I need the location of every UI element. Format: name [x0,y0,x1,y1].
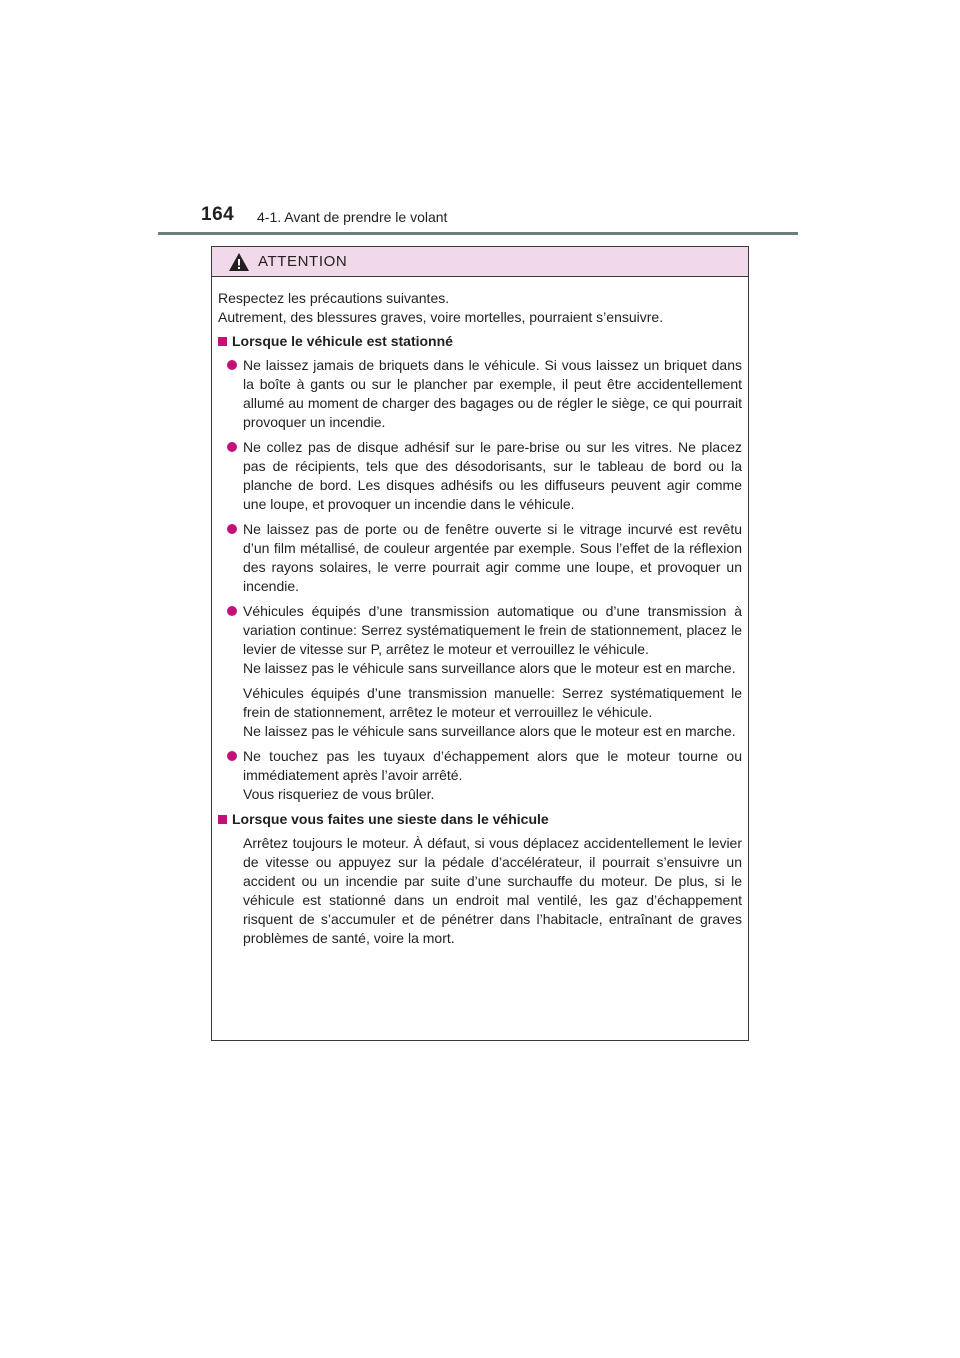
list-item [227,602,742,741]
list-item-text: Véhicules équipés d’une transmission manuelle: Serrez systématiquement le frein de stationnement, arrêtez le moteur et verrouillez le véhicule. [243,685,742,720]
warning-body [212,277,748,948]
list-item-text: Ne laissez jamais de briquets dans le véhicule. Si vous laissez un briquet dans la boîte à gants ou sur le plancher par exemple, il peut être accidentellement allumé au moment de charger des bagages ou de régler le siège, ce qui pourrait provoquer un incendie. [243,357,742,430]
list-item-text: Ne laissez pas le véhicule sans surveillance alors que le moteur est en marche. [243,723,736,739]
warning-box [211,246,749,1041]
list-item-text: Ne collez pas de disque adhésif sur le pare-brise ou sur les vitres. Ne placez pas de récipients, tels que des désodorisants, sur le tableau de bord ou la planche de bord. Les disques adhésifs ou les diffuseurs peuvent agir comme une loupe, et provoquer un incendie dans le véhicule. [243,439,742,512]
header-rule [158,232,798,235]
section-heading-text: Lorsque vous faites une sieste dans le véhicule [232,811,549,827]
warning-title: ATTENTION [258,253,348,270]
square-bullet-icon [218,337,227,346]
list-item [227,356,742,432]
section-heading-parked [218,332,742,351]
intro-line: Autrement, des blessures graves, voire mortelles, pourraient s’ensuivre. [218,309,664,325]
page-number: 164 [201,204,235,225]
circle-bullet-icon [227,751,237,761]
circle-bullet-icon [227,360,237,370]
list-item [227,438,742,514]
warning-intro [218,289,742,327]
section-title: 4-1. Avant de prendre le volant [257,209,448,225]
warning-header [212,247,748,277]
list-item-text: Ne laissez pas le véhicule sans surveillance alors que le moteur est en marche. [243,660,736,676]
warning-triangle-icon [228,252,250,272]
list-item-text: Ne touchez pas les tuyaux d’échappement alors que le moteur tourne ou immédiatement après l’avoir arrêté. [243,748,742,783]
circle-bullet-icon [227,606,237,616]
square-bullet-icon [218,815,227,824]
section-paragraph: Arrêtez toujours le moteur. À défaut, si vous déplacez accidentellement le levier de vitesse ou appuyez sur la pédale d’accélérateur, il pourrait s’ensuivre un accident ou un incendie par suite d’une surchauffe du moteur. De plus, si le véhicule est stationné dans un endroit mal ventilé, les gaz d’échappement risquent de s’accumuler et de pénétrer dans l’habitacle, entraînant de graves problèmes de santé, voire la mort. [243,835,742,946]
section-heading-nap [218,810,742,829]
section-heading-text: Lorsque le véhicule est stationné [232,333,453,349]
intro-line: Respectez les précautions suivantes. [218,290,450,306]
list-item-text: Véhicules équipés d’une transmission automatique ou d’une transmission à variation continue: Serrez systématiquement le frein de stationnement, placez le levier de vitesse sur P, arrêtez le moteur et verrouillez le véhicule. [243,603,742,657]
list-item [227,520,742,596]
list-item [227,747,742,804]
list-item-text: Ne laissez pas de porte ou de fenêtre ouverte si le vitrage incurvé est revêtu d’un film métallisé, de couleur argentée par exemple. Sous l’effet de la réflexion des rayons solaires, le verre pourrait agir comme une loupe, et provoquer un incendie. [243,521,742,594]
list-item-text: Vous risqueriez de vous brûler. [243,786,435,802]
circle-bullet-icon [227,442,237,452]
circle-bullet-icon [227,524,237,534]
